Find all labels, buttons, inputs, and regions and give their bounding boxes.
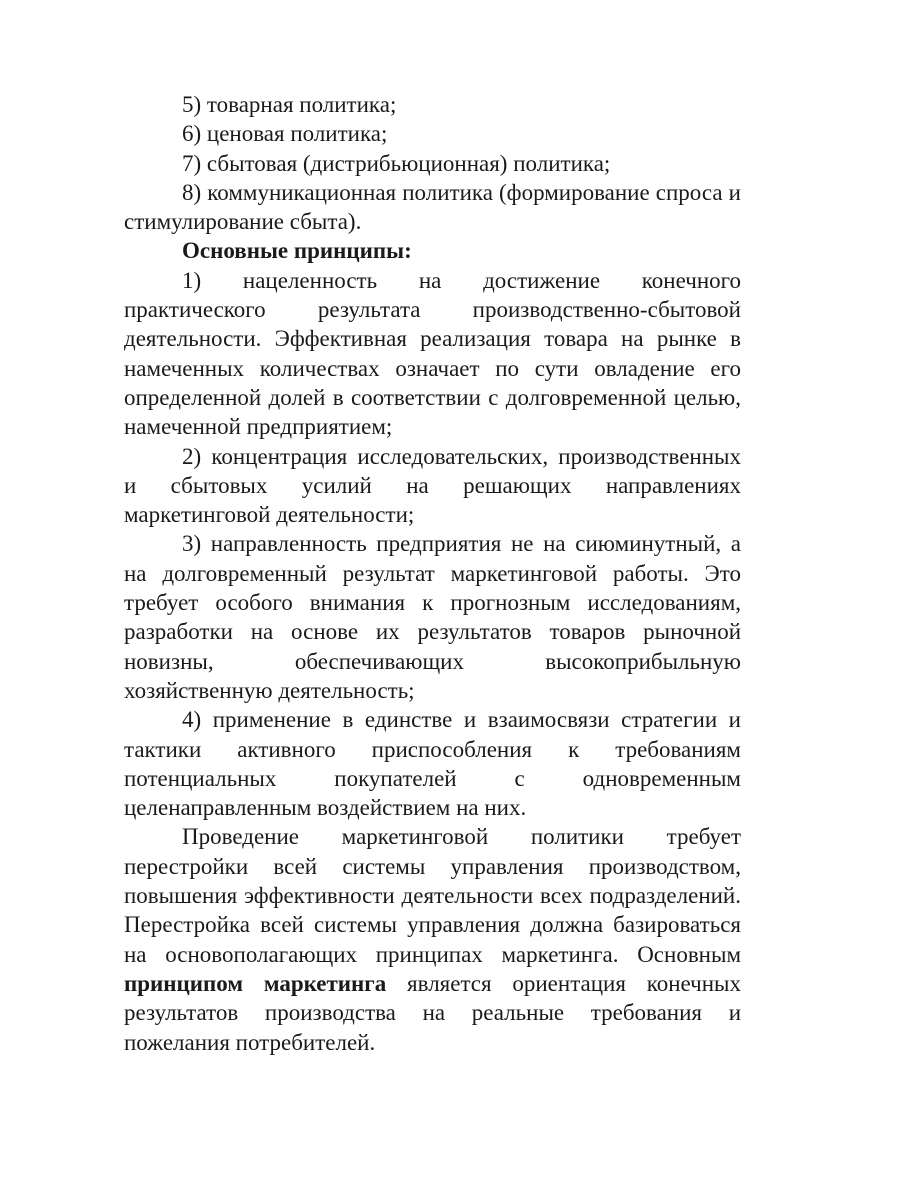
list-item-6: 6) ценовая политика; bbox=[182, 121, 388, 147]
principle-4: 4) применение в единстве и взаимосвязи стратегии и тактики активного приспособления к требованиям потенциальных покупателей с одновременным целенаправленным воздействием на них. bbox=[124, 707, 741, 821]
principle-1: 1) нацеленность на достижение конечного практического результата производственно-сбытовой деятельности. Эффективная реализация товара на рынке в намеченных количествах означает по сути овладение его определенной долей в соответствии с долговременной целью, намеченной предприятием; bbox=[124, 267, 741, 440]
principle-2: 2) концентрация исследовательских, производственных и сбытовых усилий на решающих направлениях маркетинговой деятельности; bbox=[124, 443, 741, 528]
closing-text-end: является ориентация конечных результатов производства на реальные требования и пожелания потребителей. bbox=[124, 970, 741, 1055]
closing-text-start: Проведение маркетинговой политики требует перестройки всей системы управления производством, повышения эффективности деятельности всех подразделений. Перестройка всей системы управления должна базироваться на основополагающих принципах маркетинга. Основным bbox=[124, 824, 741, 967]
principle-3: 3) направленность предприятия не на сиюминутный, а на долговременный результат маркетинговой работы. Это требует особого внимания к прогнозным исследованиям, разработки на основе их результатов товаров рыночной новизны, обеспечивающих высокоприбыльную хозяйственную деятельность; bbox=[124, 531, 741, 703]
principles-heading: Основные принципы: bbox=[182, 238, 412, 264]
bold-term: принципом маркетинга bbox=[124, 970, 387, 996]
list-item-7: 7) сбытовая (дистрибьюционная) политика; bbox=[182, 150, 611, 176]
list-item-8: 8) коммуникационная политика (формирование спроса и стимулирование сбыта). bbox=[124, 179, 741, 235]
closing-paragraph bbox=[124, 822, 741, 1056]
list-item-5: 5) товарная политика; bbox=[182, 92, 397, 117]
text-column bbox=[124, 90, 741, 1057]
